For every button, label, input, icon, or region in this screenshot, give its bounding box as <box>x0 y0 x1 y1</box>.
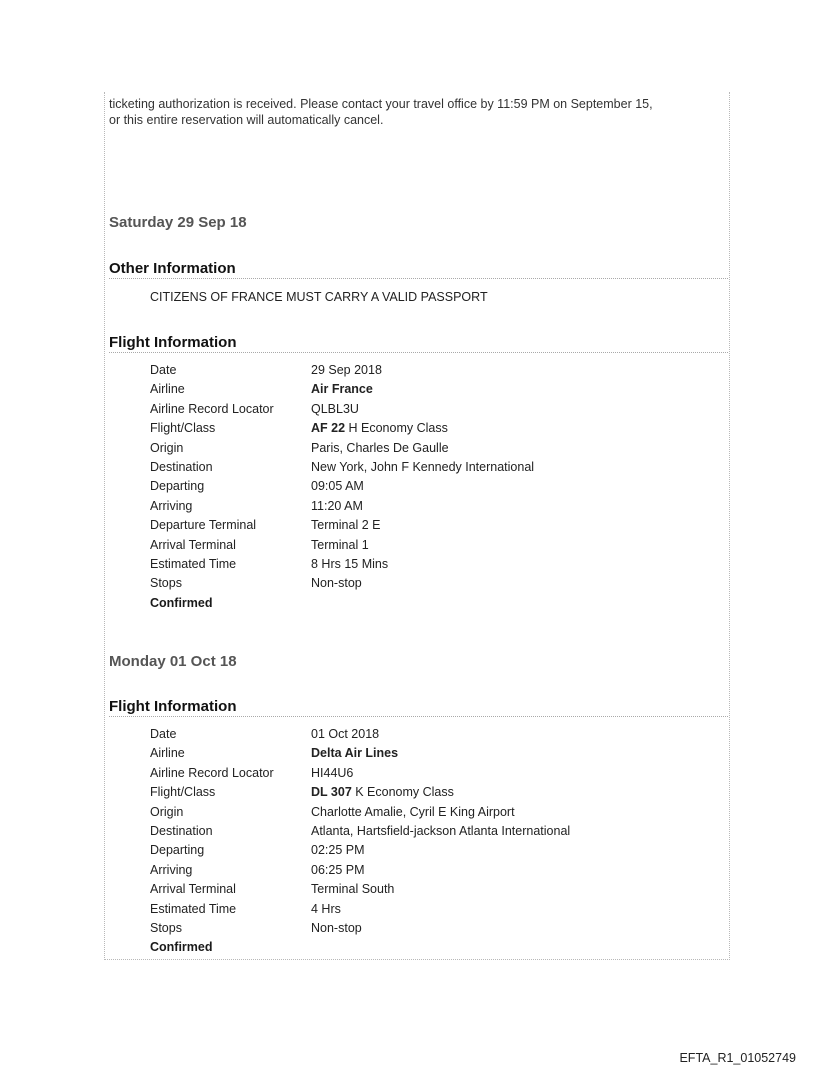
label: Airline Record Locator <box>150 765 274 780</box>
detail-row-departure-terminal <box>150 516 710 535</box>
value: 02:25 PM <box>311 843 365 858</box>
ticketing-notice <box>109 96 729 128</box>
detail-row-origin <box>150 439 710 458</box>
detail-row-stops <box>150 919 710 938</box>
detail-row-stops <box>150 574 710 593</box>
value: 11:20 AM <box>311 498 363 513</box>
detail-row-origin <box>150 803 710 822</box>
detail-row-date <box>150 361 710 380</box>
fare-class: K Economy Class <box>351 785 454 800</box>
day-heading-mon: Monday 01 Oct 18 <box>109 653 237 670</box>
value: Terminal 1 <box>311 537 369 552</box>
label: Stops <box>150 920 182 935</box>
value: 01 Oct 2018 <box>311 727 380 741</box>
detail-row-locator <box>150 400 710 419</box>
label: Departure Terminal <box>150 518 257 533</box>
label: Estimated Time <box>150 901 237 916</box>
label: Departing <box>150 479 205 494</box>
detail-row-estimated-time <box>150 900 710 919</box>
detail-row-departing <box>150 477 710 496</box>
value <box>311 419 448 438</box>
value <box>311 783 454 802</box>
detail-row-date <box>150 725 710 744</box>
label: Date <box>150 363 177 377</box>
status-confirmed: Confirmed <box>150 595 213 610</box>
label: Arriving <box>150 498 193 513</box>
detail-row-estimated-time <box>150 555 710 574</box>
detail-row-airline <box>150 744 710 763</box>
ticketing-notice-line-2: or this entire reservation will automatically cancel. <box>109 113 384 127</box>
detail-row-locator <box>150 764 710 783</box>
label: Destination <box>150 459 213 474</box>
label: Origin <box>150 440 184 455</box>
value: 06:25 PM <box>311 862 365 877</box>
value: Terminal South <box>311 882 395 897</box>
label: Date <box>150 727 177 741</box>
value: QLBL3U <box>311 401 359 416</box>
detail-row-departing <box>150 841 710 860</box>
label: Arrival Terminal <box>150 882 236 897</box>
label: Origin <box>150 804 184 819</box>
detail-row-arrival-terminal <box>150 880 710 899</box>
detail-row-arriving <box>150 497 710 516</box>
value: Terminal 2 E <box>311 518 381 533</box>
day-heading-sat: Saturday 29 Sep 18 <box>109 214 247 231</box>
detail-row-arriving <box>150 861 710 880</box>
ticketing-notice-line-1: ticketing authorization is received. Please contact your travel office by 11:59 PM on September 15, <box>109 97 653 111</box>
label: Departing <box>150 843 205 858</box>
flight-number: AF 22 <box>311 421 346 436</box>
flight-number: DL 307 <box>311 785 352 800</box>
label: Airline Record Locator <box>150 401 274 416</box>
value: 29 Sep 2018 <box>311 363 382 377</box>
label: Estimated Time <box>150 556 237 571</box>
label: Flight/Class <box>150 421 216 436</box>
value: 09:05 AM <box>311 479 364 494</box>
value: 8 Hrs 15 Mins <box>311 556 389 571</box>
value: Atlanta, Hartsfield-jackson Atlanta International <box>311 823 571 838</box>
value: HI44U6 <box>311 765 354 780</box>
flight-details-dl307 <box>150 725 710 958</box>
label: Destination <box>150 823 213 838</box>
detail-row-arrival-terminal <box>150 536 710 555</box>
flight-information-heading-2: Flight Information <box>109 698 728 717</box>
label: Airline <box>150 382 185 397</box>
value: Non-stop <box>311 576 362 591</box>
label: Arriving <box>150 862 193 877</box>
label: Airline <box>150 746 185 761</box>
label: Arrival Terminal <box>150 537 236 552</box>
detail-row-airline <box>150 380 710 399</box>
value: Delta Air Lines <box>311 746 399 761</box>
flight-details-af22 <box>150 361 710 613</box>
other-information-heading: Other Information <box>109 260 728 279</box>
value: Air France <box>311 382 373 397</box>
flight-information-heading-1: Flight Information <box>109 334 728 353</box>
value: Non-stop <box>311 920 362 935</box>
detail-row-flight-class <box>150 419 710 438</box>
value: Paris, Charles De Gaulle <box>311 440 449 455</box>
detail-row-flight-class <box>150 783 710 802</box>
detail-row-destination <box>150 458 710 477</box>
document-id: EFTA_R1_01052749 <box>679 1051 796 1065</box>
label: Stops <box>150 576 182 591</box>
label: Flight/Class <box>150 785 216 800</box>
value: 4 Hrs <box>311 901 341 916</box>
fare-class: H Economy Class <box>345 421 448 436</box>
status-confirmed: Confirmed <box>150 940 213 955</box>
value: Charlotte Amalie, Cyril E King Airport <box>311 804 515 819</box>
detail-row-destination <box>150 822 710 841</box>
value: New York, John F Kennedy International <box>311 459 535 474</box>
passport-note: CITIZENS OF FRANCE MUST CARRY A VALID PASSPORT <box>150 290 488 304</box>
